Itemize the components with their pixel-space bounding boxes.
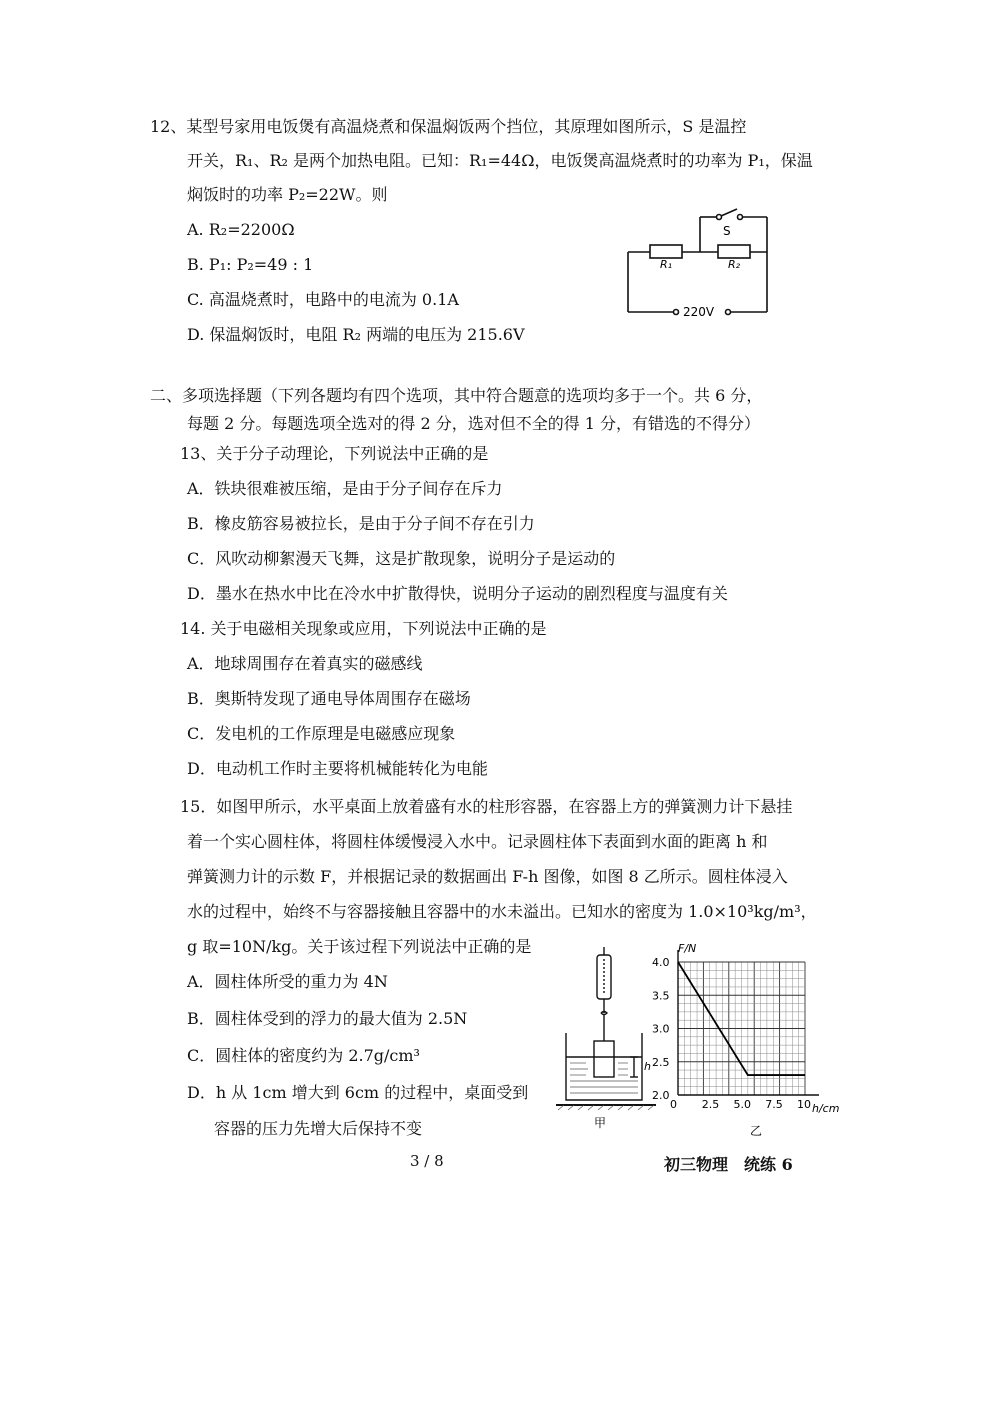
q15-line3: 弹簧测力计的示数 F，并根据记录的数据画出 F-h 图像，如图 8 乙所示。圆柱体浸入 — [187, 867, 788, 886]
h-label: h — [644, 1060, 651, 1073]
q12-line1: 12、某型号家用电饭煲有高温烧煮和保温焖饭两个挡位，其原理如图所示，S 是温控 — [150, 117, 747, 136]
chart-ylabel: F/N — [678, 942, 697, 955]
q12-option-d: D. 保温焖饭时，电阻 R₂ 两端的电压为 215.6V — [187, 325, 525, 344]
q14-option-b: B．奥斯特发现了通电导体周围存在磁场 — [187, 689, 471, 708]
x-tick-label: 5.0 — [733, 1098, 751, 1111]
section2-line1: 二、多项选择题（下列各题均有四个选项，其中符合题意的选项均多于一个。共 6 分， — [150, 386, 763, 405]
chart-xlabel: h/cm — [812, 1102, 840, 1115]
chart-axes — [678, 950, 819, 1095]
footer-title: 初三物理 统练 6 — [664, 1155, 793, 1174]
section2-line2: 每题 2 分。每题选项全选对的得 2 分，选对但不全的得 1 分，有错选的不得分） — [187, 414, 761, 433]
q12-option-b: B. P₁: P₂=49 : 1 — [187, 255, 314, 274]
fig-jia-label: 甲 — [594, 1116, 607, 1130]
q13-option-b: B．橡皮筋容易被拉长，是由于分子间不存在引力 — [187, 514, 535, 533]
q12-line3: 焖饭时的功率 P₂=22W。则 — [187, 185, 388, 204]
q15-option-a: A．圆柱体所受的重力为 4N — [187, 972, 388, 991]
q15-option-b: B．圆柱体受到的浮力的最大值为 2.5N — [187, 1009, 468, 1028]
r2-label: R₂ — [728, 258, 741, 271]
page-number: 3 / 8 — [410, 1152, 444, 1170]
q15-option-d-cont: 容器的压力先增大后保持不变 — [214, 1119, 423, 1138]
q15-line5: g 取=10N/kg。关于该过程下列说法中正确的是 — [187, 937, 532, 956]
x-tick-label: 7.5 — [765, 1098, 783, 1111]
voltage-label: 220V — [683, 305, 715, 319]
q15-line2: 着一个实心圆柱体，将圆柱体缓慢浸入水中。记录圆柱体下表面到水面的距离 h 和 — [187, 832, 768, 851]
q14-option-c: C．发电机的工作原理是电磁感应现象 — [187, 724, 456, 743]
y-tick-label: 2.0 — [652, 1089, 670, 1102]
x-tick-label: 0 — [670, 1098, 677, 1111]
q12-option-a: A. R₂=2200Ω — [187, 220, 295, 239]
circuit-diagram — [620, 205, 780, 325]
chart-ticks — [652, 956, 811, 1111]
y-tick-label: 4.0 — [652, 956, 670, 969]
q15-line4: 水的过程中，始终不与容器接触且容器中的水未溢出。已知水的密度为 1.0×10³kg/m³， — [187, 902, 817, 921]
cylinder — [594, 1041, 614, 1077]
x-tick-label: 10 — [797, 1098, 811, 1111]
q15-line1: 15．如图甲所示，水平桌面上放着盛有水的柱形容器，在容器上方的弹簧测力计下悬挂 — [180, 797, 793, 816]
figure-yi-chart — [640, 940, 855, 1140]
q15-option-d: D．h 从 1cm 增大到 6cm 的过程中，桌面受到 — [187, 1083, 529, 1102]
fig-yi-label: 乙 — [750, 1124, 763, 1138]
q13-stem: 13、关于分子动理论，下列说法中正确的是 — [180, 444, 489, 463]
q14-option-d: D．电动机工作时主要将机械能转化为电能 — [187, 759, 488, 778]
q14-option-a: A．地球周围存在着真实的磁感线 — [187, 654, 423, 673]
q15-option-c: C．圆柱体的密度约为 2.7g/cm³ — [187, 1046, 420, 1065]
q13-option-a: A．铁块很难被压缩，是由于分子间存在斥力 — [187, 479, 503, 498]
q12-line2: 开关，R₁、R₂ 是两个加热电阻。已知：R₁=44Ω，电饭煲高温烧煮时的功率为 P₁，保温 — [187, 151, 813, 170]
x-tick-label: 2.5 — [701, 1098, 720, 1111]
q13-option-d: D．墨水在热水中比在冷水中扩散得快，说明分子运动的剧烈程度与温度有关 — [187, 584, 728, 603]
resistor-r1 — [650, 245, 682, 258]
y-tick-label: 2.5 — [652, 1055, 670, 1069]
resistor-r2 — [718, 245, 750, 258]
q14-stem: 14. 关于电磁相关现象或应用，下列说法中正确的是 — [180, 619, 547, 638]
q12-option-c: C. 高温烧煮时，电路中的电流为 0.1A — [187, 290, 459, 309]
q13-option-c: C．风吹动柳絮漫天飞舞，这是扩散现象，说明分子是运动的 — [187, 549, 616, 568]
switch-label: S — [723, 224, 731, 238]
r1-label: R₁ — [660, 258, 673, 271]
y-tick-label: 3.5 — [652, 989, 670, 1003]
y-tick-label: 3.0 — [652, 1022, 670, 1036]
